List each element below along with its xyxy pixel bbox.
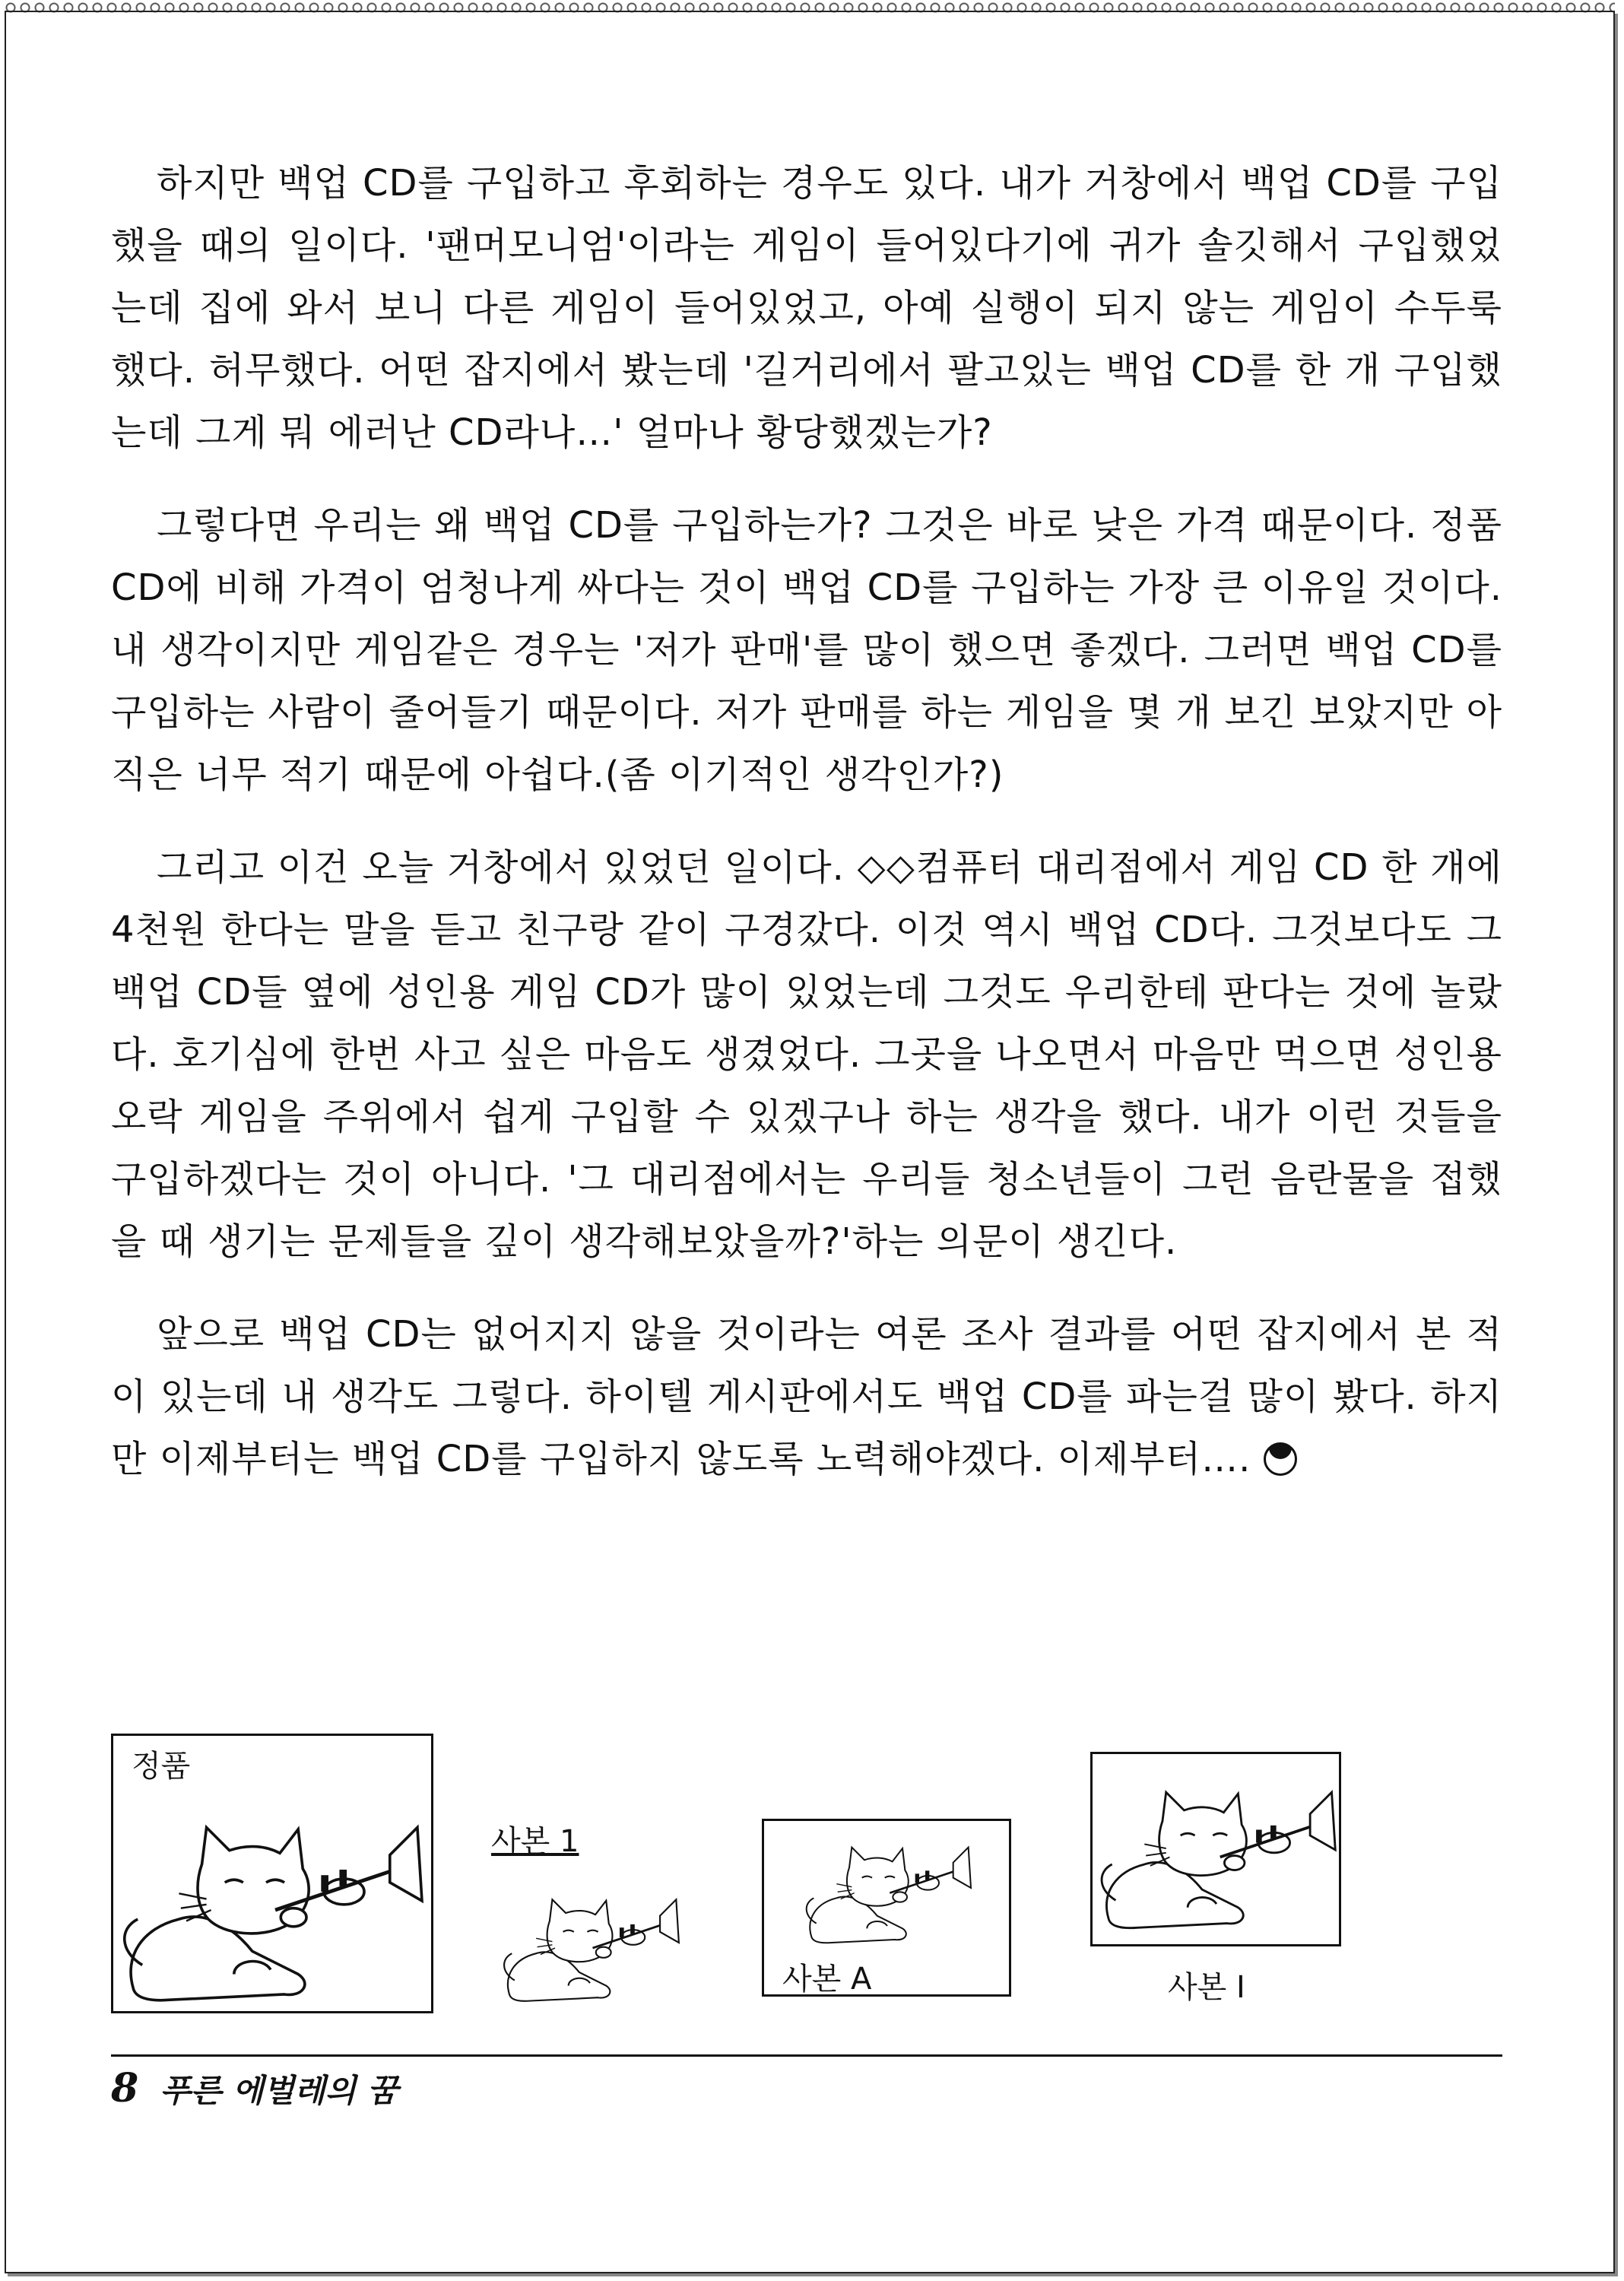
trumpet-cat-image [115, 1791, 427, 2011]
paragraph-4-text: 앞으로 백업 CD는 없어지지 않을 것이라는 여론 조사 결과를 어떤 잡지에서 본 적이 있는데 내 생각도 그렇다. 하이텔 게시판에서도 백업 CD를 파는걸 많이 봤다. 하지만 이제부터는 백업 CD를 구입하지 않도록 노력해야겠다. 이제부터…. [111, 1313, 1502, 1480]
paragraph-2: 그렇다면 우리는 왜 백업 CD를 구입하는가? 그것은 바로 낮은 가격 때문이다. 정품 CD에 비해 가격이 엄청나게 싸다는 것이 백업 CD를 구입하는 가장 큰 이유일 것이다. 내 생각이지만 게임같은 경우는 '저가 판매'를 많이 했으면 좋겠다. 그러면 백업 CD를 구입하는 사람이 줄어들기 때문이다. 저가 판매를 하는 게임을 몇 개 보긴 보았지만 아직은 너무 적기 때문에 아쉽다.(좀 이기적인 생각인가?) [111, 504, 1502, 796]
paragraph-1: 하지만 백업 CD를 구입하고 후회하는 경우도 있다. 내가 거창에서 백업 CD를 구입했을 때의 일이다. '팬머모니엄'이라는 게임이 들어있다기에 귀가 솔깃해서 구입했었는데 집에 와서 보니 다른 게임이 들어있었고, 아예 실행이 되지 않는 게임이 수두룩 했다. 허무했다. 어떤 잡지에서 봤는데 '길거리에서 팔고있는 백업 CD를 한 개 구입했는데 그게 뭐 에러난 CD라나…' 얼마나 황당했겠는가? [111, 162, 1502, 454]
trumpet-cat-image [1094, 1760, 1339, 1940]
figure-copy-i [1090, 1752, 1341, 1946]
figure-copy-1 [461, 1817, 742, 2007]
paragraph-4 [111, 1303, 1502, 1490]
figure-copy-a [762, 1819, 1011, 1997]
figure-original [111, 1734, 433, 2013]
trumpet-cat-image [766, 1827, 1009, 1949]
trumpet-cat-image [461, 1878, 719, 2007]
footer-rule [111, 2054, 1502, 2057]
figure-row [111, 1726, 1502, 2015]
figure-copy-1-label: 사본 1 [491, 1824, 579, 1859]
figure-original-label: 정품 [132, 1749, 191, 1784]
page-number: 8 [111, 2065, 139, 2111]
body-text [111, 152, 1502, 1521]
book-title: 푸른 에벌레의 꿈 [160, 2072, 398, 2109]
paragraph-3: 그리고 이건 오늘 거창에서 있었던 일이다. ◇◇컴퓨터 대리점에서 게임 CD 한 개에 4천원 한다는 말을 듣고 친구랑 같이 구경갔다. 이것 역시 백업 CD다. 그것보다도 그 백업 CD들 옆에 성인용 게임 CD가 많이 있었는데 그것도 우리한테 판다는 것에 놀랐다. 호기심에 한번 사고 싶은 마음도 생겼었다. 그곳을 나오면서 마음만 먹으면 성인용 오락 게임을 주위에서 쉽게 구입할 수 있겠구나 하는 생각을 했다. 내가 이런 것들을 구입하겠다는 것이 아니다. '그 대리점에서는 우리들 청소년들이 그런 음란물을 접했을 때 생기는 문제들을 깊이 생각해보았을까?'하는 의문이 생긴다. [111, 846, 1502, 1263]
figure-copy-i-label: 사본 I [1168, 1970, 1245, 2005]
figure-copy-a-label: 사본 A [782, 1962, 872, 1997]
smiley-icon [1264, 1442, 1297, 1476]
page-footer [111, 2065, 398, 2111]
